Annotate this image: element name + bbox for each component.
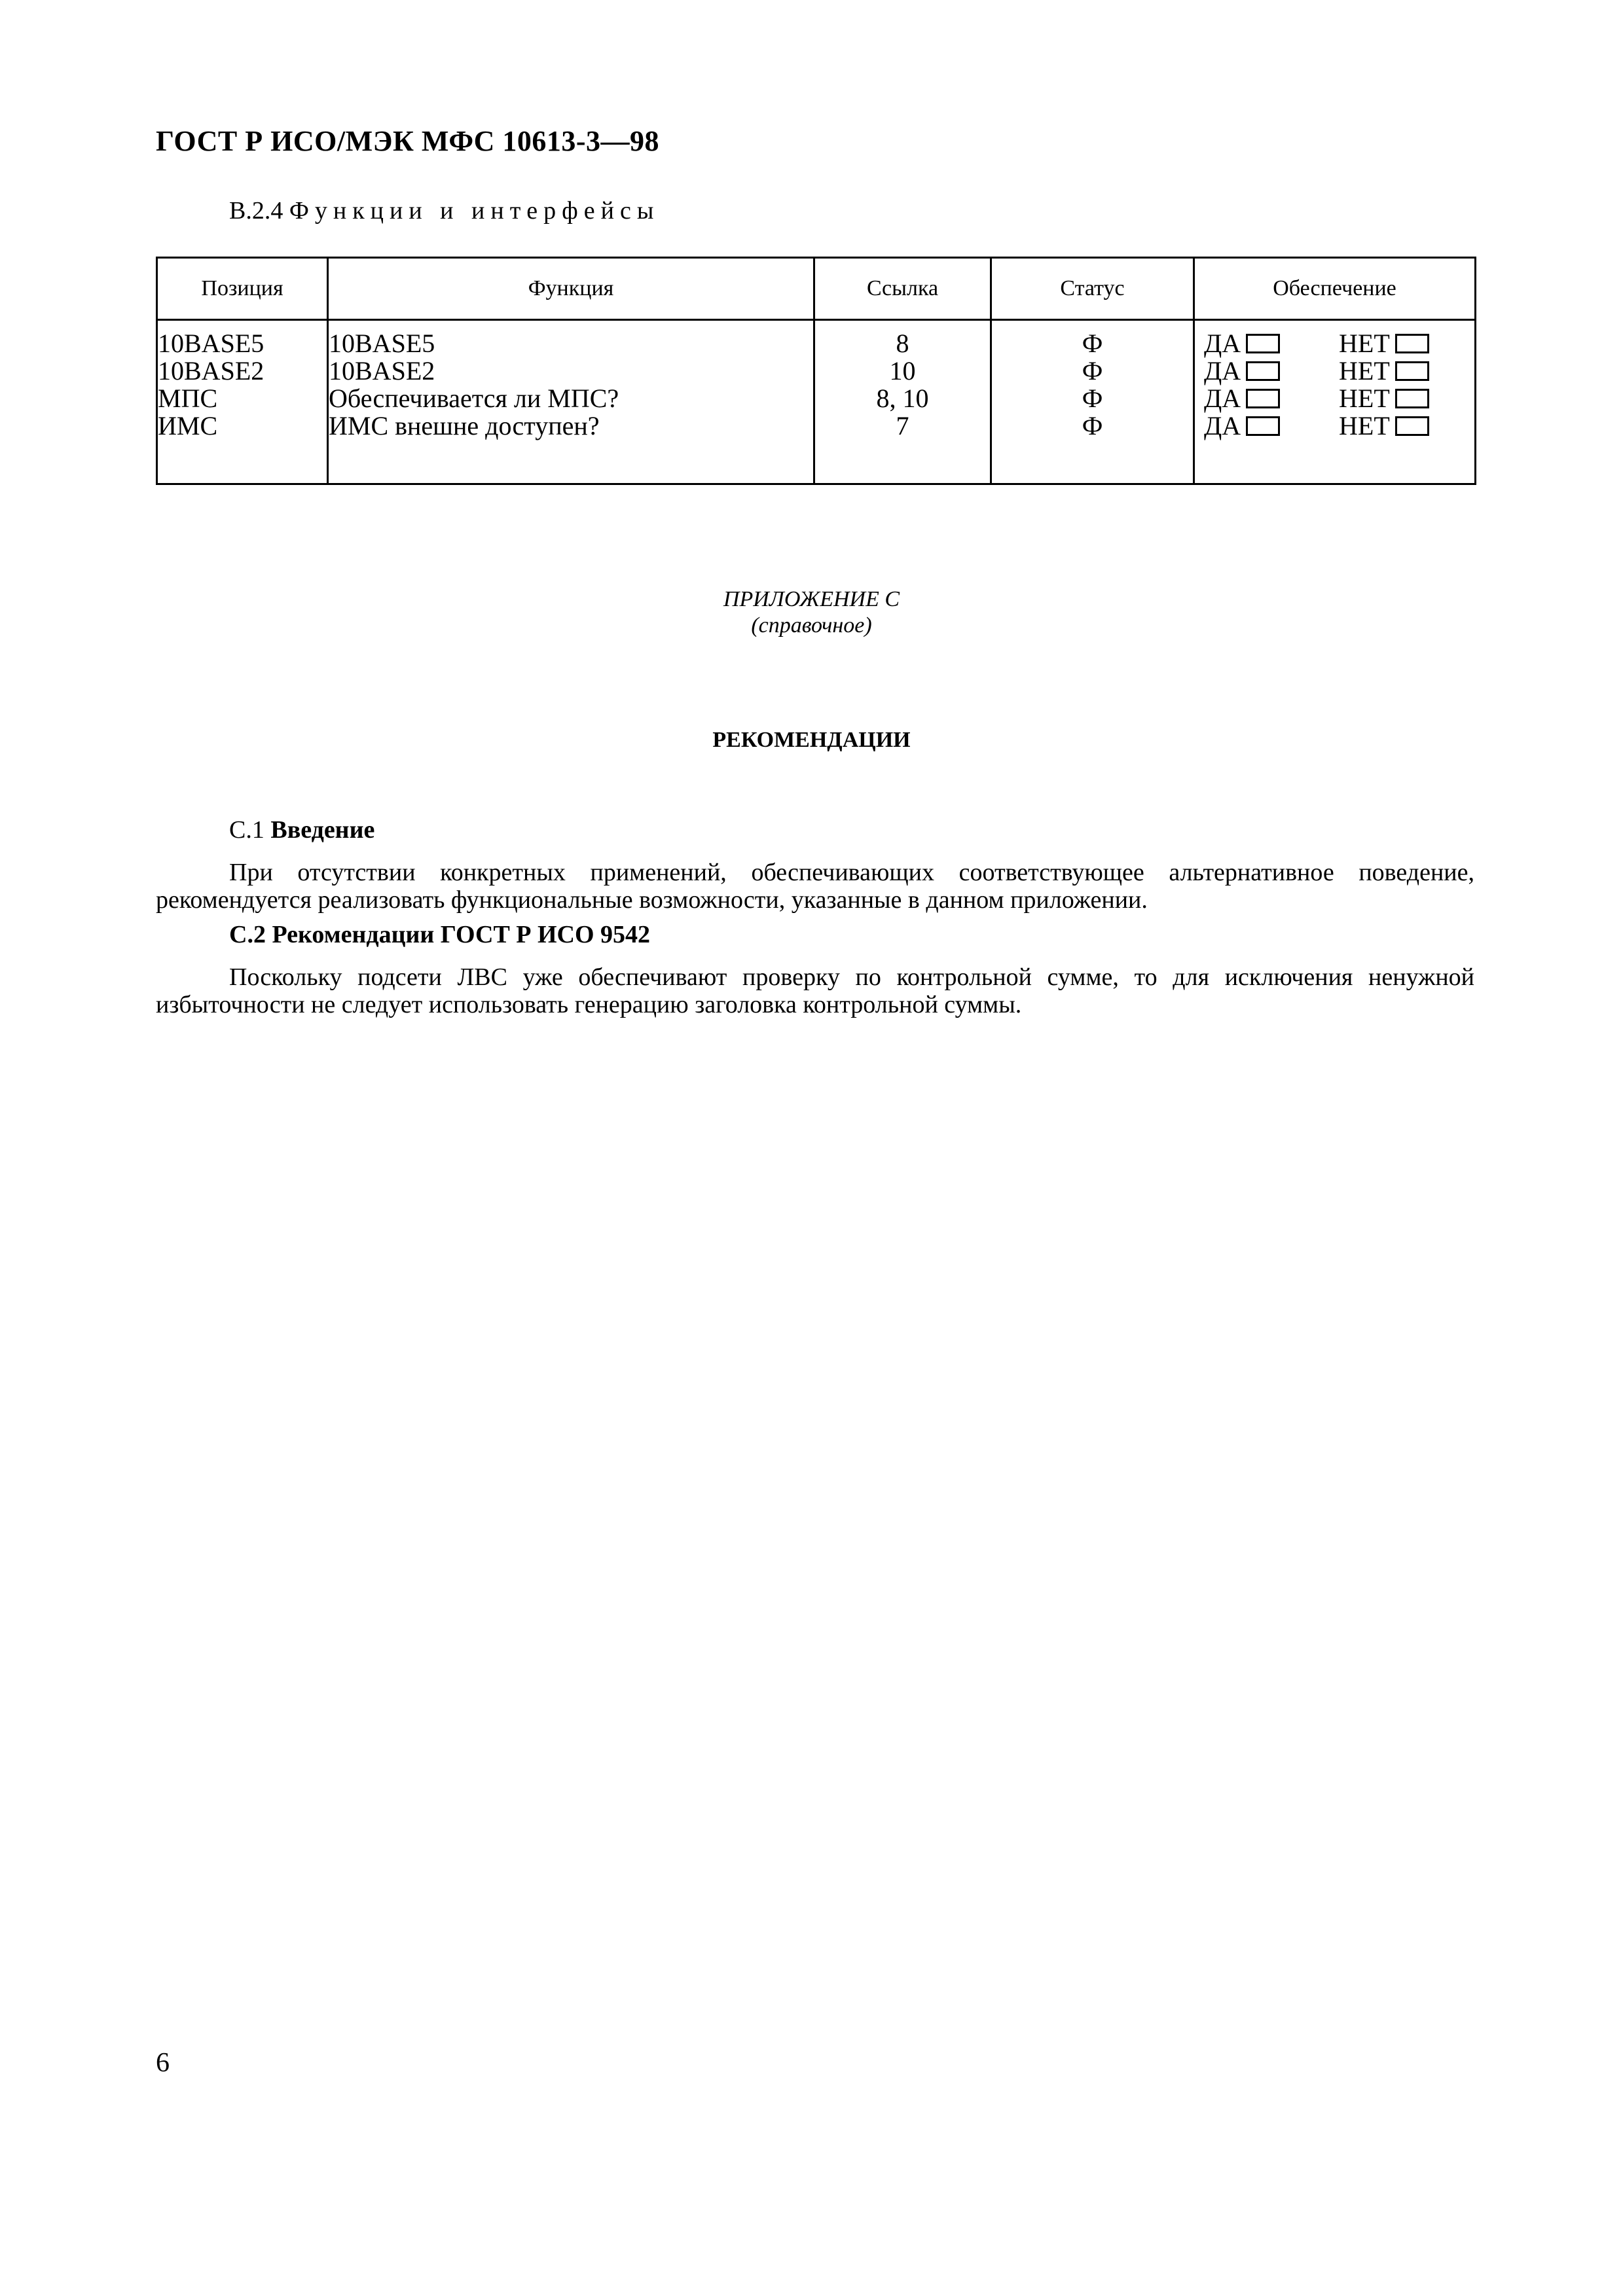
position-value: 10BASE5 [158,329,264,358]
provision-line [1195,330,1474,357]
header-function: Функция [328,258,814,320]
c2-paragraph: Поскольку подсети ЛВС уже обеспечивают проверку по контрольной сумме, то для исключения ненужной избыточности не следует использовать генерацию заголовка контрольной суммы. [156,963,1474,1018]
provision-line [1195,412,1474,440]
header-provision: Обеспечение [1194,258,1476,320]
section-heading-b24 [229,196,659,225]
document-header: ГОСТ Р ИСО/МЭК МФС 10613-3—98 [156,125,660,157]
no-checkbox[interactable] [1395,361,1429,381]
no-checkbox[interactable] [1395,389,1429,408]
section-title: Функции и интерфейсы [289,197,660,224]
yes-checkbox[interactable] [1246,416,1280,436]
table-body-row [157,320,1476,484]
yes-label: ДА [1204,411,1241,440]
header-position: Позиция [157,258,328,320]
header-reference: Ссылка [814,258,991,320]
position-value: МПС [158,384,218,413]
reference-value: 7 [896,411,909,440]
provision-cell [1194,320,1476,484]
function-value: 10BASE2 [329,356,435,386]
no-checkbox[interactable] [1395,416,1429,436]
reference-value: 8 [896,329,909,358]
provision-no [1339,412,1429,440]
provision-line [1195,385,1474,412]
c2-heading [229,920,650,949]
c2-number: С.2 [229,921,266,948]
function-value: Обеспечивается ли МПС? [329,384,619,413]
position-cell [157,320,328,484]
provision-yes [1204,330,1339,357]
functions-interfaces-table [156,257,1476,485]
appendix-title: ПРИЛОЖЕНИЕ С [723,587,900,611]
appendix-subtitle: (справочное) [751,613,872,637]
provision-no [1339,385,1429,412]
yes-checkbox[interactable] [1246,361,1280,381]
yes-checkbox[interactable] [1246,389,1280,408]
provision-no [1339,330,1429,357]
header-status: Статус [991,258,1194,320]
provision-yes [1204,385,1339,412]
status-value: Ф [1082,411,1103,440]
c1-paragraph: При отсутствии конкретных применений, обеспечивающих соответствующее альтернативное поведение, рекомендуется реализовать функциональные возможности, указанные в данном приложении. [156,859,1474,914]
position-value: 10BASE2 [158,356,264,386]
status-value: Ф [1082,356,1103,386]
yes-label: ДА [1204,384,1241,413]
reference-cell [814,320,991,484]
no-label: НЕТ [1339,329,1390,358]
table-header-row [157,258,1476,320]
c2-title: Рекомендации ГОСТ Р ИСО 9542 [272,921,651,948]
page-number: 6 [156,2048,170,2078]
reference-value: 8, 10 [876,384,929,413]
yes-label: ДА [1204,356,1241,386]
c1-title: Введение [270,816,375,844]
function-cell [328,320,814,484]
reference-value: 10 [889,356,916,386]
yes-label: ДА [1204,329,1241,358]
c1-number: С.1 [229,816,264,844]
function-value: ИМС внешне доступен? [329,411,600,440]
appendix-heading: РЕКОМЕНДАЦИИ [712,728,911,752]
provision-line [1195,357,1474,385]
status-value: Ф [1082,329,1103,358]
provision-yes [1204,357,1339,385]
provision-yes [1204,412,1339,440]
status-value: Ф [1082,384,1103,413]
function-value: 10BASE5 [329,329,435,358]
provision-no [1339,357,1429,385]
no-label: НЕТ [1339,411,1390,440]
yes-checkbox[interactable] [1246,334,1280,353]
no-label: НЕТ [1339,356,1390,386]
c1-heading [229,816,374,844]
no-checkbox[interactable] [1395,334,1429,353]
section-number: В.2.4 [229,197,283,224]
position-value: ИМС [158,411,218,440]
no-label: НЕТ [1339,384,1390,413]
status-cell [991,320,1194,484]
